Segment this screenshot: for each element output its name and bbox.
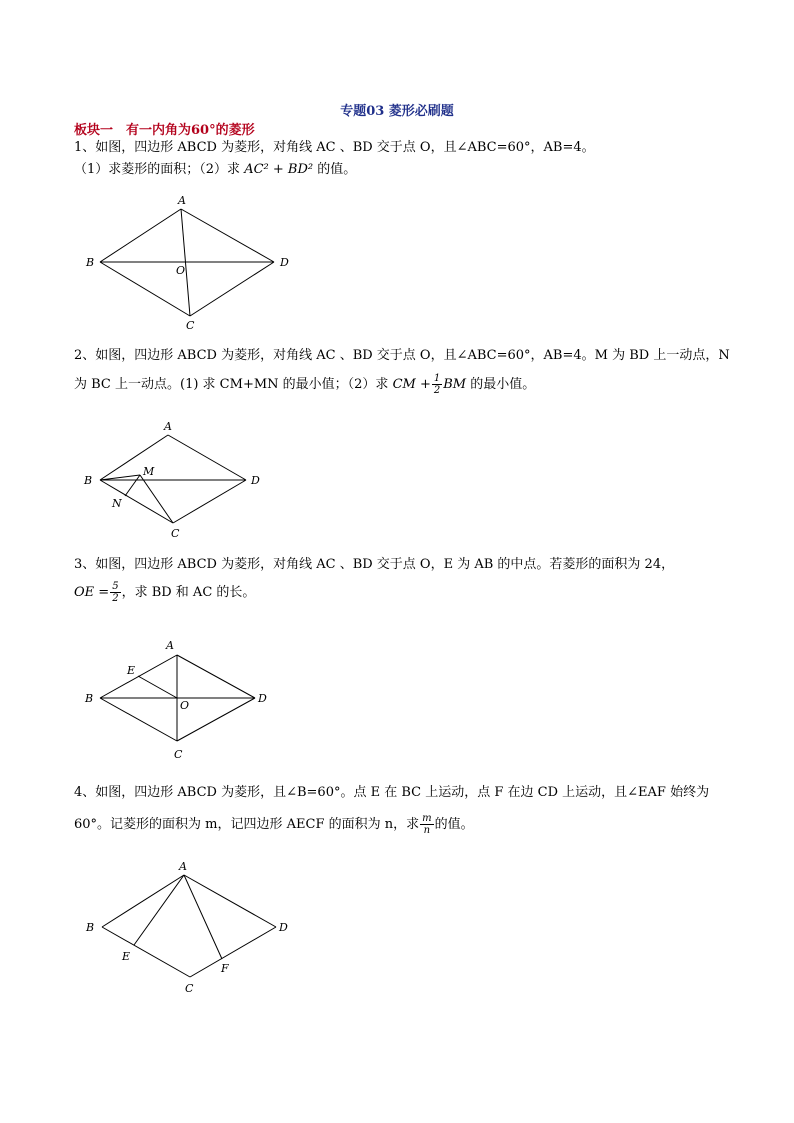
problem-4-line-2	[74, 813, 474, 836]
problem-3-question-suffix: ，求 BD 和 AC 的长。	[121, 585, 256, 600]
problem-2-fraction-numerator: 1	[433, 373, 441, 384]
problem-3-fraction-denominator: 2	[112, 593, 119, 604]
fig2-edge-bc	[100, 480, 173, 523]
section-heading: 板块一 有一内角为60°的菱形	[74, 123, 255, 138]
fig4-label-f: F	[221, 962, 229, 975]
problem-2-question-suffix: 的最小值。	[466, 377, 536, 392]
fig3-label-a: A	[166, 639, 174, 652]
fig4-label-c: C	[185, 982, 194, 995]
problem-3-line-1: 3、如图，四边形 ABCD 为菱形，对角线 AC 、BD 交于点 O，E 为 AB 的中点。若菱形的面积为 24，	[74, 557, 675, 572]
fig3-label-b: B	[85, 692, 94, 705]
fig1-edge-ad	[181, 209, 274, 262]
fig1-label-a: A	[178, 194, 186, 207]
problem-3-fraction-numerator: 5	[112, 581, 119, 592]
fig2-label-c: C	[171, 527, 180, 540]
fig1-label-b: B	[86, 256, 95, 269]
fig2-segment-mc	[140, 475, 173, 523]
fig1-edge-cd	[190, 262, 274, 316]
problem-4-line-1: 4、如图，四边形 ABCD 为菱形，且∠B=60°。点 E 在 BC 上运动，点 F 在边 CD 上运动，且∠EAF 始终为	[74, 785, 710, 800]
problem-2-math-b: BM	[443, 377, 467, 392]
problem-1-question-prefix: （1）求菱形的面积；（2）求	[74, 162, 245, 177]
fig2-label-d: D	[251, 474, 260, 487]
fig2-label-a: A	[164, 420, 172, 433]
figure-3-rhombus	[80, 635, 280, 770]
problem-2-fraction	[432, 373, 442, 396]
problem-4-fraction-denominator: n	[423, 825, 431, 836]
fig3-label-o: O	[180, 699, 190, 712]
fig4-label-a: A	[179, 860, 187, 873]
fig4-label-b: B	[86, 921, 95, 934]
problem-3-fraction	[110, 581, 120, 604]
fig4-label-d: D	[279, 921, 288, 934]
fig2-label-m: M	[143, 465, 155, 478]
fig1-label-c: C	[186, 319, 195, 330]
problem-1-line-2	[74, 162, 356, 178]
fig3-label-c: C	[174, 748, 183, 761]
problem-4-fraction-numerator: m	[422, 813, 432, 824]
problem-1-math-expression: AC² + BD²	[244, 162, 314, 177]
fig2-label-n: N	[112, 497, 122, 510]
fig1-label-o: O	[176, 264, 186, 277]
problem-2-fraction-denominator: 2	[433, 385, 441, 396]
problem-2-question-prefix: 为 BC 上一动点。(1) 求 CM+MN 的最小值；（2）求	[74, 377, 393, 392]
problem-4-fraction	[420, 813, 433, 836]
problem-4-question-prefix: 60°。记菱形的面积为 m，记四边形 AECF 的面积为 n，求	[74, 817, 420, 832]
fig1-label-d: D	[280, 256, 289, 269]
fig2-edge-ab	[100, 435, 168, 480]
problem-1-question-suffix: 的值。	[313, 162, 357, 177]
fig4-label-e: E	[122, 950, 131, 963]
figure-2-rhombus	[80, 415, 280, 545]
fig3-segment-eo	[138, 676, 177, 698]
problem-3-math-a: OE =	[74, 585, 110, 600]
fig3-edge-bc	[100, 698, 177, 741]
problem-2-line-1: 2、如图，四边形 ABCD 为菱形，对角线 AC 、BD 交于点 O，且∠ABC=60°，AB=4。M 为 BD 上一动点，N	[74, 348, 730, 363]
fig4-segment-af	[184, 875, 222, 959]
fig4-edge-cd	[190, 927, 276, 977]
fig2-label-b: B	[84, 474, 93, 487]
fig4-edge-ad	[184, 875, 276, 927]
fig2-edge-cd	[173, 480, 246, 523]
fig3-edge-ad	[177, 655, 255, 698]
fig4-edge-bc	[102, 927, 190, 977]
problem-1-line-1: 1、如图，四边形 ABCD 为菱形，对角线 AC 、BD 交于点 O，且∠ABC=60°，AB=4。	[74, 140, 595, 155]
problem-2-line-2	[74, 373, 535, 396]
page-title: 专题03 菱形必刷题	[340, 104, 454, 119]
fig3-label-e: E	[127, 664, 136, 677]
fig4-edge-ab	[102, 875, 184, 927]
figure-1-rhombus	[80, 190, 310, 330]
fig4-segment-ae	[134, 875, 184, 945]
fig3-label-d: D	[258, 692, 267, 705]
figure-4-rhombus	[80, 855, 300, 1000]
problem-2-math-a: CM +	[392, 377, 431, 392]
fig1-edge-ab	[100, 209, 181, 262]
fig2-edge-ad	[168, 435, 246, 480]
fig2-segment-mn	[125, 475, 140, 496]
problem-3-line-2	[74, 581, 255, 604]
problem-4-question-suffix: 的值。	[434, 817, 474, 832]
